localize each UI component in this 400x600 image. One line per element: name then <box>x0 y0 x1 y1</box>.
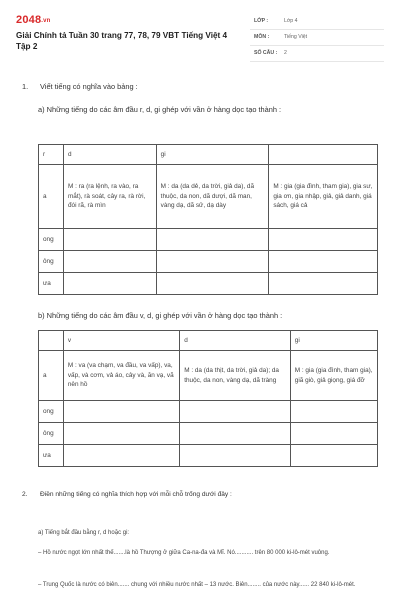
table-row <box>39 423 378 445</box>
row-label: ông <box>39 423 64 445</box>
empty-cell[interactable] <box>63 251 156 273</box>
row-label: ông <box>39 251 64 273</box>
meta-row-count <box>250 46 384 62</box>
empty-cell[interactable] <box>63 229 156 251</box>
row-label: ưa <box>39 273 64 295</box>
meta-value: Tiếng Việt <box>284 34 308 40</box>
site-logo[interactable] <box>16 14 51 26</box>
empty-cell[interactable] <box>63 423 179 445</box>
table-row <box>39 251 378 273</box>
empty-cell[interactable] <box>180 445 291 467</box>
table-row <box>39 165 378 229</box>
table-cell: M : da (da thịt, da trời, giả da); da thuộc, da non, vàng dạ, dã tràng <box>180 351 291 401</box>
empty-cell[interactable] <box>180 401 291 423</box>
question-text: Viết tiếng có nghĩa vào bảng : <box>40 82 138 91</box>
header-cell <box>269 145 378 165</box>
page-title: Giải Chính tả Tuần 30 trang 77, 78, 79 VBT Tiếng Việt 4 Tập 2 <box>16 31 228 51</box>
exercise-line-2: – Trung Quốc là nước có biên....... chung với nhiều nước nhất – 13 nước. Biên........ của nước này...... 22 840 ki-lô-mét. <box>38 582 356 588</box>
meta-value: Lớp 4 <box>284 18 298 24</box>
empty-cell[interactable] <box>156 273 269 295</box>
empty-cell[interactable] <box>156 251 269 273</box>
empty-cell[interactable] <box>290 445 377 467</box>
exercise-line-1: – Hồ nước ngọt lớn nhất thế.......là hồ Thượng ở giữa Ca-na-đa và Mĩ. Nó........... trên 80 000 ki-lô-mét vuông. <box>38 550 330 556</box>
part-a-instruction: a) Những tiếng do các âm đầu r, d, gi ghép với vần ở hàng dọc tạo thành : <box>38 105 282 114</box>
question-text: Điền những tiếng có nghĩa thích hợp với mỗi chỗ trống dưới đây : <box>40 491 232 498</box>
row-label: a <box>39 165 64 229</box>
header-cell <box>39 331 64 351</box>
empty-cell[interactable] <box>290 401 377 423</box>
table-cell: M : ra (ra lệnh, ra vào, ra mắt), rà soát, cây ra, rà rời, đói rã, rà mìn <box>63 165 156 229</box>
empty-cell[interactable] <box>180 423 291 445</box>
empty-cell[interactable] <box>269 273 378 295</box>
meta-value: 2 <box>284 50 287 56</box>
header-cell: gi <box>290 331 377 351</box>
row-label: a <box>39 351 64 401</box>
question-number: 1. <box>22 82 29 91</box>
row-label: ong <box>39 401 64 423</box>
empty-cell[interactable] <box>156 229 269 251</box>
empty-cell[interactable] <box>290 423 377 445</box>
table-row <box>39 229 378 251</box>
table-header-row <box>39 331 378 351</box>
question-number: 2. <box>22 491 28 498</box>
table-cell: M : va (va chạm, va đầu, va vấp), va, vấp, và cơm, vả áo, cây và, ăn vạ, vã nên hồ <box>63 351 179 401</box>
empty-cell[interactable] <box>63 445 179 467</box>
header-cell: v <box>63 331 179 351</box>
empty-cell[interactable] <box>269 229 378 251</box>
header-cell: d <box>63 145 156 165</box>
table-row <box>39 351 378 401</box>
meta-key: SỐ CÂU : <box>254 50 278 56</box>
meta-box <box>250 14 384 62</box>
part-b-instruction: b) Những tiếng do các âm đầu v, d, gi ghép với vần ở hàng dọc tạo thành : <box>38 311 283 320</box>
header-cell: d <box>180 331 291 351</box>
table-row <box>39 445 378 467</box>
table-row <box>39 273 378 295</box>
table-header-row <box>39 145 378 165</box>
page-header <box>0 0 400 74</box>
table-part-b <box>38 330 378 467</box>
meta-row-subject <box>250 30 384 46</box>
empty-cell[interactable] <box>63 273 156 295</box>
logo-text: 2048 <box>16 14 42 26</box>
header-cell: r <box>39 145 64 165</box>
table-part-a <box>38 144 378 295</box>
header-cell: gi <box>156 145 269 165</box>
table-cell: M : gia (gia đình, tham gia), gia sư, gia ơn, gia nhập, giả, giả danh, giá sách, giá cả <box>269 165 378 229</box>
row-label: ưa <box>39 445 64 467</box>
empty-cell[interactable] <box>63 401 179 423</box>
logo-suffix: .vn <box>41 18 51 24</box>
meta-row-grade <box>250 14 384 30</box>
part-a-heading: a) Tiếng bắt đầu bằng r, d hoặc gi: <box>38 530 130 536</box>
meta-key: LỚP : <box>254 18 269 24</box>
empty-cell[interactable] <box>269 251 378 273</box>
row-label: ong <box>39 229 64 251</box>
table-cell: M : da (da dẻ, da trời, giả da), dã thuộc, da non, dã dượi, dã man, vàng dạ, dã sử, dạ dày <box>156 165 269 229</box>
table-row <box>39 401 378 423</box>
meta-key: MÔN : <box>254 34 270 40</box>
table-cell: M : gia (gia đình, tham gia), giã giò, giả giọng, giá đỡ <box>290 351 377 401</box>
